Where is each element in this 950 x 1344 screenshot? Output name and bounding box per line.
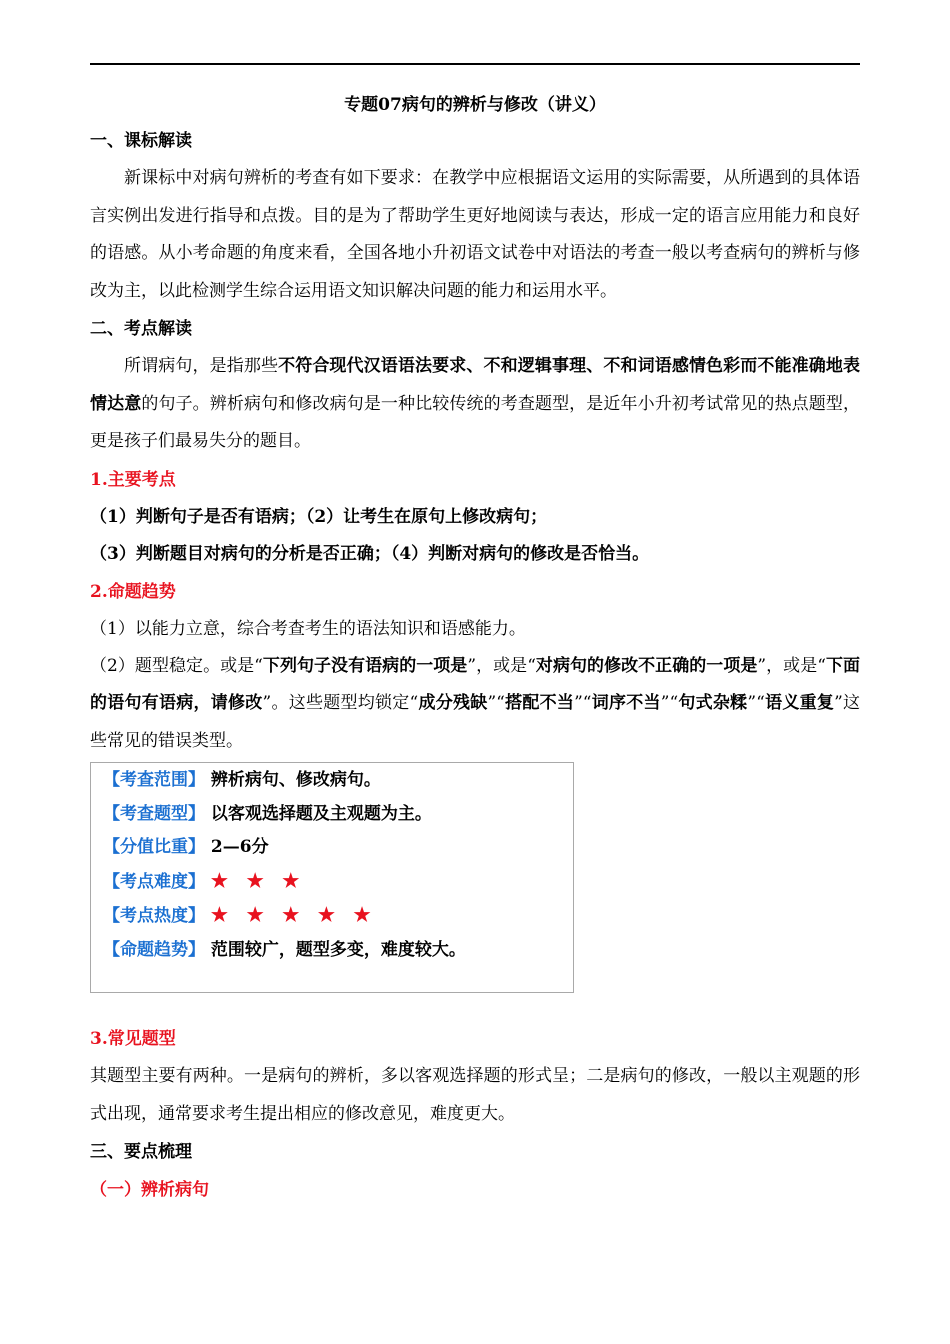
summary-label: 【考查范围】 [103,770,205,790]
bold-run: 搭配不当 [504,693,575,713]
summary-box [90,762,574,993]
main-points-line-2: （3）判断题目对病句的分析是否正确；（4）判断对病句的修改是否恰当。 [90,543,650,564]
types-heading: 3.常见题型 [90,1029,176,1049]
bold-run: 对病句的修改不正确的一项是 [535,655,758,676]
text-run: ”“ [747,693,765,713]
trend-line-1: （1）以能力立意，综合考查考生的语法知识和语感能力。 [90,618,526,639]
bold-run: 不符合现代汉语语法要求、不和逻辑事理、不和词语感情色彩而不能准确地表情达意 [90,356,861,414]
text-run: ”“ [574,693,592,713]
bold-run: 语义重复 [764,693,835,713]
summary-value: 以客观选择题及主观题为主。 [210,803,432,824]
main-points-line-1: （1）判断句子是否有语病；（2）让考生在原句上修改病句； [90,506,548,527]
text-run: ”，或是“ [757,655,826,676]
summary-row-type [103,798,466,832]
section-3-subheading: （一）辨析病句 [90,1180,209,1200]
bold-run: 下面的语句有语病，请修改 [90,655,861,713]
main-points-heading: 1.主要考点 [90,469,176,490]
summary-label: 【考点热度】 [103,906,205,926]
document-page [90,88,860,1209]
trend-heading: 2.命题趋势 [90,581,176,602]
summary-row-trend [103,934,466,968]
text-run: ”这些常见的错误类型。 [90,693,861,751]
text-run: ”“ [660,693,679,713]
bold-run: 词序不当 [591,693,661,713]
header-rule [90,63,860,65]
bold-run: 成分残缺 [418,693,488,713]
section-1-heading: 一、课标解读 [90,131,192,151]
summary-row-popularity [103,899,466,934]
text-run: ”“ [487,693,505,713]
summary-label: 【考点难度】 [103,871,205,892]
summary-label: 【考查题型】 [103,803,205,824]
text-run: ”，或是“ [467,655,536,676]
star-rating-icon: ★ ★ ★ [210,869,306,892]
text-run: ”。这些题型均锁定“ [262,693,419,713]
summary-value: 2—6分 [210,837,269,857]
section-1-paragraph: 新课标中对病句辨析的考查有如下要求：在教学中应根据语文运用的实际需要，从所遇到的具体语言实例出发进行指导和点拨。目的是为了帮助学生更好地阅读与表达，形成一定的语言应用能力和良好的语感。从小考命题的角度来看，全国各地小升初语文试卷中对语法的考查一般以考查病句的辨析与修改为主，以此检测学生综合运用语文知识解决问题的能力和运用水平。 [90,168,860,301]
section-2-heading: 二、考点解读 [90,319,192,339]
text-run: 所谓病句，是指那些 [124,356,279,376]
text-run: 的句子。辨析病句和修改病句是一种比较传统的考查题型，是近年小升初考试常见的热点题型，更是孩子们最易失分的题目。 [90,393,861,451]
section-3-heading: 三、要点梳理 [90,1142,192,1162]
page-title: 专题07病句的辨析与修改（讲义） [344,95,606,115]
summary-label: 【分值比重】 [103,837,205,857]
summary-label: 【命题趋势】 [103,939,205,960]
summary-value: 范围较广，题型多变，难度较大。 [210,939,466,960]
bold-run: 句式杂糅 [678,693,748,713]
summary-value: 辨析病句、修改病句。 [210,770,381,790]
text-run: （2）题型稳定。或是“ [90,655,263,676]
types-paragraph: 其题型主要有两种。一是病句的辨析，多以客观选择题的形式呈；二是病句的修改，一般以主观题的形式出现，通常要求考生提出相应的修改意见，难度更大。 [90,1066,860,1124]
section-2-paragraph [90,348,860,461]
bold-run: 下列句子没有语病的一项是 [262,655,468,676]
star-rating-icon: ★ ★ ★ ★ ★ [210,904,377,926]
summary-row-scope [103,764,466,798]
summary-row-difficulty [103,865,466,900]
trend-paragraph-2 [90,648,860,761]
summary-row-weight [103,831,466,865]
